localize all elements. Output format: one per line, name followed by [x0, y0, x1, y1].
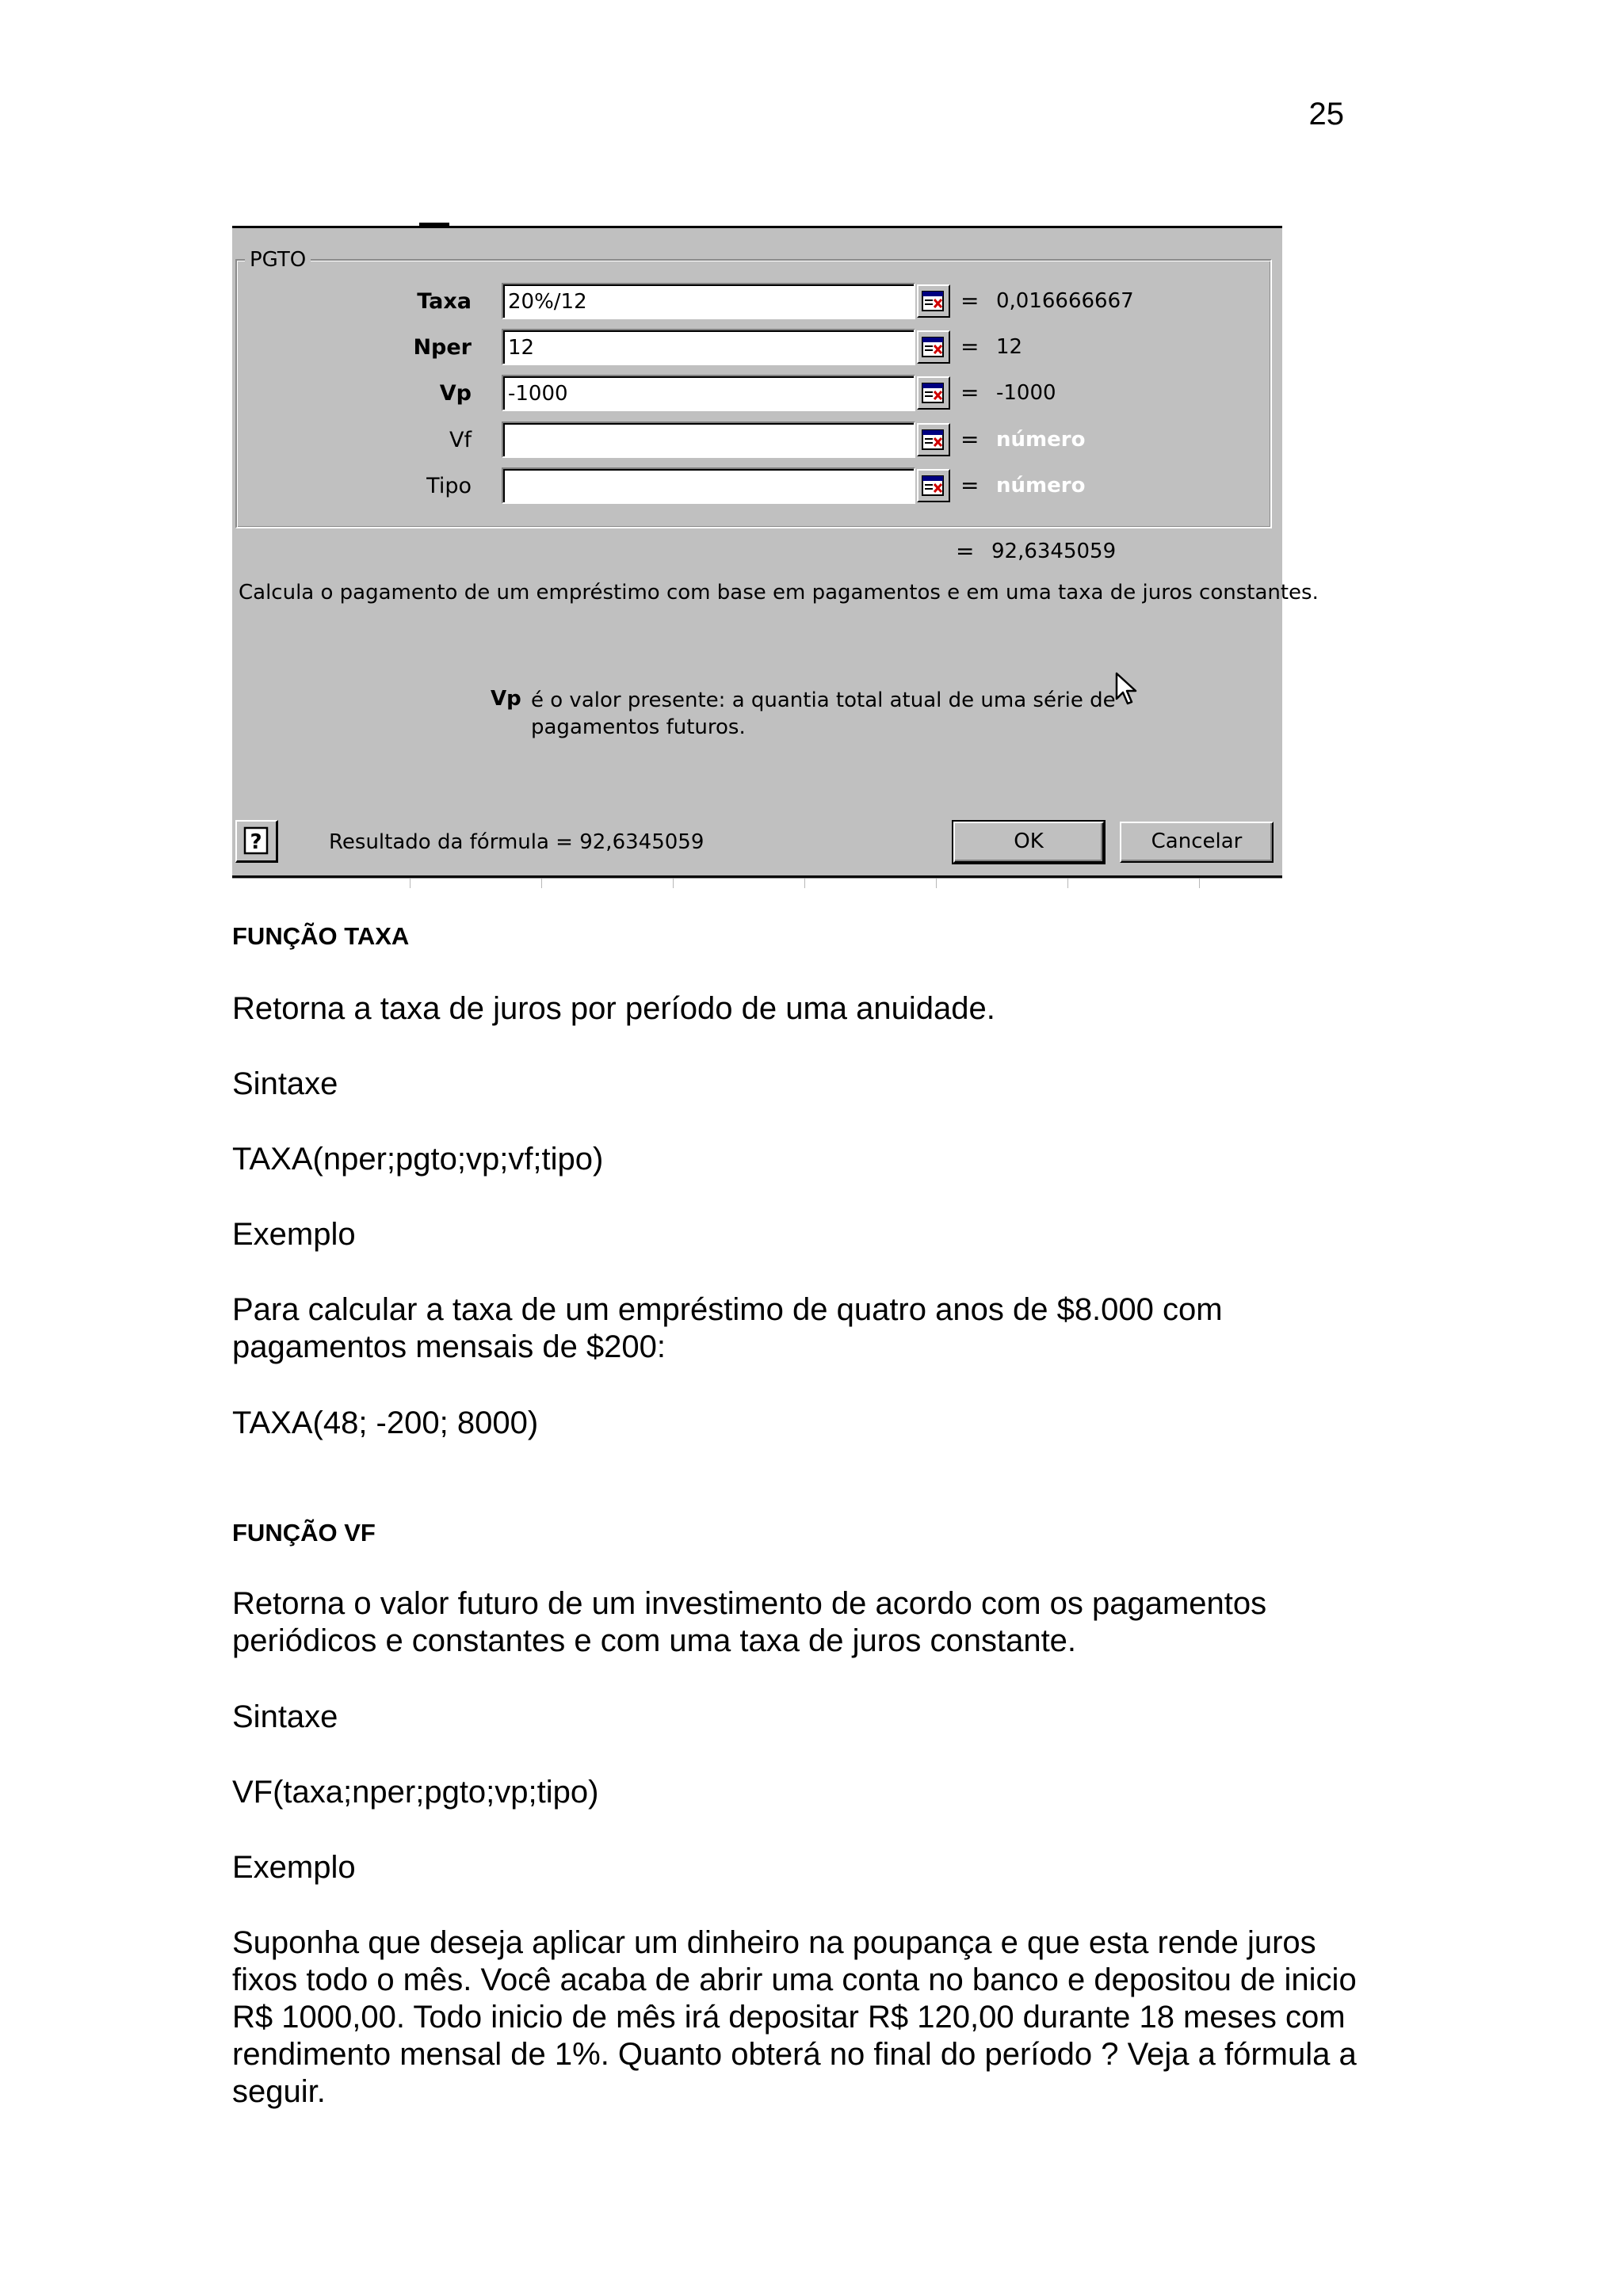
collapse-dialog-icon	[922, 428, 945, 452]
collapse-dialog-icon	[922, 335, 945, 359]
paragraph: VF(taxa;nper;pgto;vp;tipo)	[232, 1775, 599, 1810]
paragraph: TAXA(48; -200; 8000)	[232, 1405, 539, 1440]
paragraph: Sintaxe	[232, 1066, 338, 1101]
section-heading-taxa: FUNÇÃO TAXA	[232, 922, 410, 950]
help-button[interactable]	[235, 820, 278, 863]
result-value: 92,6345059	[991, 540, 1117, 563]
paragraph: Suponha que deseja aplicar um dinheiro na poupança e que esta rende juros fixos todo o mês. Você acaba de abrir uma conta no banco e depositou de inicio R$ 1000,00. Todo inicio de mês irá depositar R$ 120,00 durante 18 meses com rendimento mensal de 1%. Quanto obterá no final do período ? Veja a fórmula a seguir.	[232, 1925, 1357, 2109]
mouse-cursor-icon	[1115, 672, 1139, 707]
paragraph: TAXA(nper;pgto;vp;vf;tipo)	[232, 1142, 604, 1177]
paragraph: Exemplo	[232, 1217, 356, 1252]
paragraph: Retorna o valor futuro de um investimento de acordo com os pagamentos periódicos e constantes e com uma taxa de juros constante.	[232, 1586, 1267, 1658]
result-equals-sign: =	[956, 538, 975, 564]
dialog-top-border	[232, 226, 1282, 228]
vf-input[interactable]	[502, 421, 915, 458]
paragraph: Exemplo	[232, 1850, 356, 1885]
ok-button[interactable]: OK	[953, 822, 1104, 863]
arg-label-vf: Vf	[449, 428, 472, 452]
pgto-groupbox	[235, 248, 1272, 528]
paragraph: Para calcular a taxa de um empréstimo de quatro anos de $8.000 com pagamentos mensais de $200:	[232, 1292, 1223, 1364]
collapse-dialog-icon	[922, 381, 945, 405]
argument-help-name: Vp	[491, 687, 521, 711]
collapse-dialog-button[interactable]	[917, 376, 950, 410]
collapse-dialog-button[interactable]	[917, 330, 950, 364]
svg-text:?: ?	[250, 830, 262, 854]
paragraph: Retorna a taxa de juros por período de uma anuidade.	[232, 991, 995, 1026]
section-heading-vf: FUNÇÃO VF	[232, 1519, 376, 1547]
vp-input[interactable]: -1000	[502, 375, 915, 411]
arg-value-vf: número	[996, 428, 1086, 452]
arg-row-tipo	[237, 467, 1267, 507]
arg-row-vp	[237, 375, 1267, 414]
page-number: 25	[1308, 97, 1344, 132]
arg-row-taxa	[237, 283, 1267, 322]
function-arguments-dialog	[232, 226, 1319, 878]
dialog-top-marker	[419, 223, 449, 226]
collapse-dialog-icon	[922, 289, 945, 313]
arg-value-taxa: 0,016666667	[996, 289, 1134, 313]
equals-sign: =	[960, 288, 980, 314]
equals-sign: =	[960, 472, 980, 498]
arg-value-tipo: número	[996, 474, 1086, 498]
spreadsheet-grid-strip	[232, 878, 1282, 888]
equals-sign: =	[960, 334, 980, 360]
taxa-input[interactable]: 20%/12	[502, 283, 915, 319]
collapse-dialog-button[interactable]	[917, 423, 950, 456]
arg-label-tipo: Tipo	[426, 474, 472, 498]
arg-row-nper	[237, 329, 1267, 368]
arg-label-vp: Vp	[439, 381, 472, 406]
argument-help-text: é o valor presente: a quantia total atual de uma série de pagamentos futuros.	[531, 688, 1116, 739]
collapse-dialog-icon	[922, 474, 945, 498]
function-description: Calcula o pagamento de um empréstimo com base em pagamentos e em uma taxa de juros constantes.	[239, 581, 1319, 605]
arg-label-nper: Nper	[413, 335, 472, 360]
cancel-button[interactable]: Cancelar	[1120, 822, 1274, 863]
groupbox-title: PGTO	[245, 248, 311, 272]
tipo-input[interactable]	[502, 467, 915, 504]
nper-input[interactable]: 12	[502, 329, 915, 365]
arg-value-nper: 12	[996, 335, 1023, 359]
collapse-dialog-button[interactable]	[917, 284, 950, 318]
paragraph: Sintaxe	[232, 1699, 338, 1734]
equals-sign: =	[960, 379, 980, 406]
arg-label-taxa: Taxa	[417, 289, 472, 314]
equals-sign: =	[960, 426, 980, 452]
formula-result: Resultado da fórmula = 92,6345059	[329, 830, 705, 854]
help-icon	[243, 826, 270, 856]
arg-row-vf	[237, 421, 1267, 461]
arg-value-vp: -1000	[996, 381, 1056, 405]
collapse-dialog-button[interactable]	[917, 469, 950, 502]
